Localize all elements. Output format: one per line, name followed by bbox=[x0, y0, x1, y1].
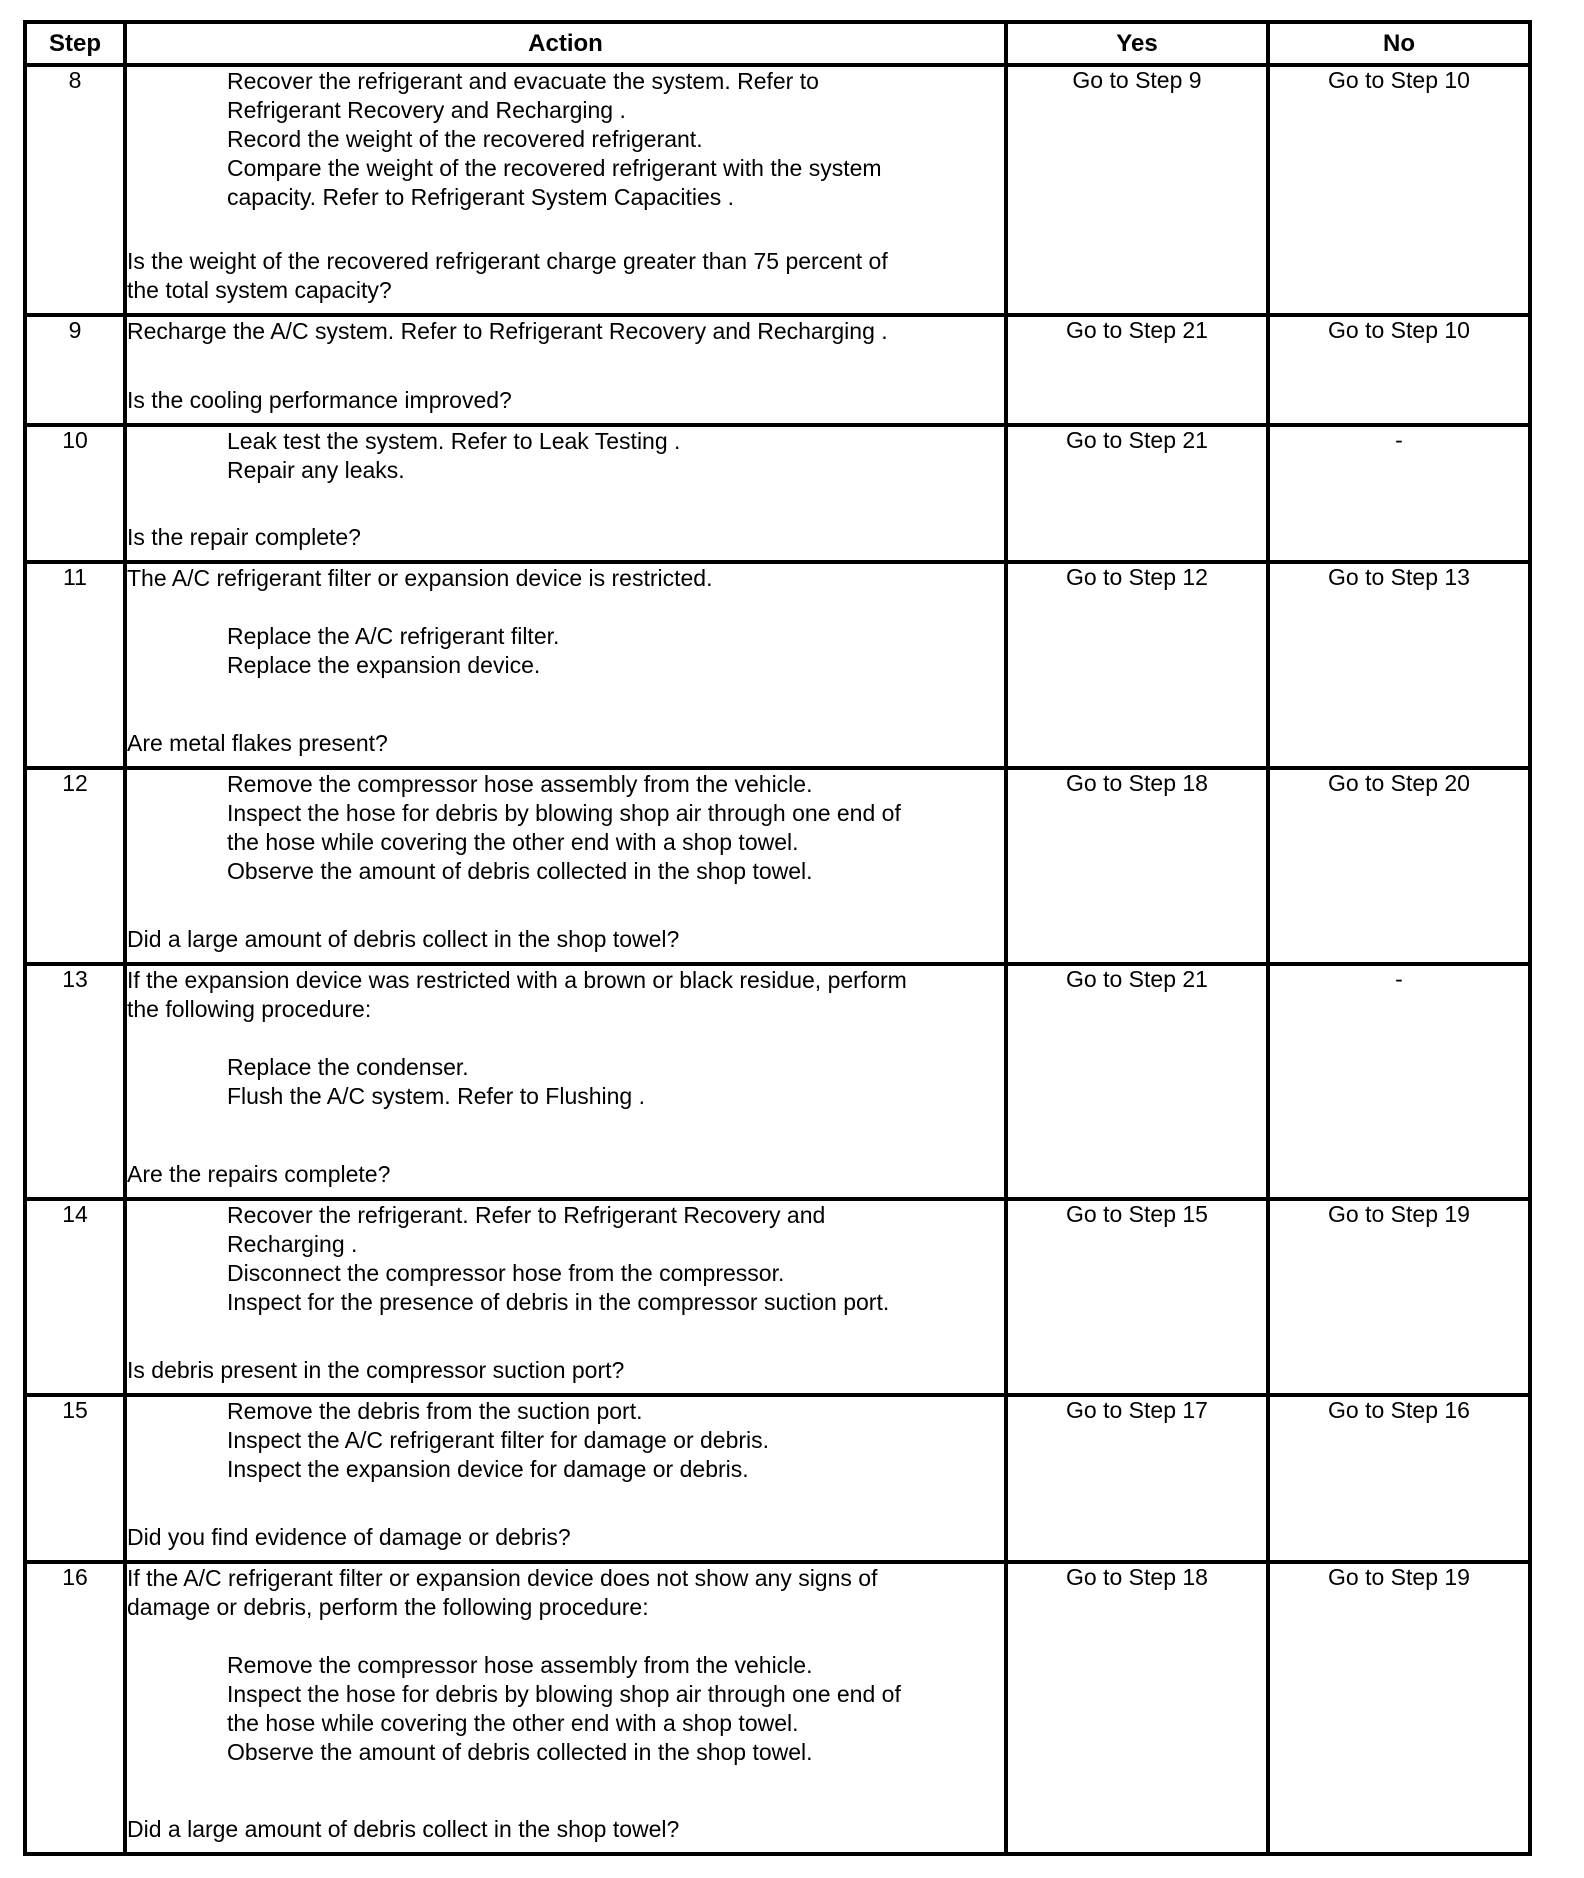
procedure-step: Recharging . bbox=[227, 1231, 358, 1257]
no-result: - bbox=[1268, 425, 1530, 562]
intro-text: If the A/C refrigerant filter or expansion device does not show any signs of bbox=[127, 1565, 878, 1591]
question bbox=[127, 1815, 1004, 1844]
action-instructions bbox=[127, 770, 1004, 886]
question-text: Are metal flakes present? bbox=[127, 730, 388, 756]
yes-result: Go to Step 9 bbox=[1006, 65, 1268, 315]
procedure-step: Inspect the expansion device for damage or debris. bbox=[227, 1456, 749, 1482]
procedure-step: Inspect the hose for debris by blowing shop air through one end of bbox=[227, 1681, 901, 1707]
action-instructions bbox=[127, 1564, 1004, 1767]
no-result: Go to Step 20 bbox=[1268, 768, 1530, 964]
intro-text: Recharge the A/C system. Refer to Refrigerant Recovery and Recharging . bbox=[127, 318, 888, 344]
action-cell bbox=[125, 315, 1006, 425]
action-cell bbox=[125, 1199, 1006, 1395]
yes-result: Go to Step 21 bbox=[1006, 315, 1268, 425]
table-row bbox=[25, 1395, 1530, 1562]
procedure-step: Inspect for the presence of debris in the compressor suction port. bbox=[227, 1289, 890, 1315]
table-row bbox=[25, 768, 1530, 964]
question-text: Is the weight of the recovered refrigerant charge greater than 75 percent of bbox=[127, 248, 888, 274]
action-instructions bbox=[127, 67, 1004, 212]
intro-text: If the expansion device was restricted with a brown or black residue, perform bbox=[127, 967, 907, 993]
question-text: Did a large amount of debris collect in the shop towel? bbox=[127, 926, 680, 952]
question-text: Is the repair complete? bbox=[127, 524, 361, 550]
no-result: Go to Step 10 bbox=[1268, 65, 1530, 315]
step-number: 12 bbox=[25, 768, 125, 964]
table-row bbox=[25, 964, 1530, 1199]
step-number: 15 bbox=[25, 1395, 125, 1562]
procedure-step: Disconnect the compressor hose from the compressor. bbox=[227, 1260, 785, 1286]
step-number: 10 bbox=[25, 425, 125, 562]
no-result: Go to Step 19 bbox=[1268, 1562, 1530, 1854]
question bbox=[127, 1160, 1004, 1189]
step-number: 11 bbox=[25, 562, 125, 768]
procedure-step: Remove the compressor hose assembly from the vehicle. bbox=[227, 771, 813, 797]
step-number: 8 bbox=[25, 65, 125, 315]
header-yes: Yes bbox=[1006, 22, 1268, 65]
question bbox=[127, 386, 1004, 415]
intro-text: The A/C refrigerant filter or expansion device is restricted. bbox=[127, 565, 713, 591]
action-cell bbox=[125, 562, 1006, 768]
no-result: Go to Step 10 bbox=[1268, 315, 1530, 425]
procedure-step: the hose while covering the other end with a shop towel. bbox=[227, 1710, 799, 1736]
yes-result: Go to Step 21 bbox=[1006, 425, 1268, 562]
action-instructions bbox=[127, 966, 1004, 1111]
procedure-step: Recover the refrigerant and evacuate the system. Refer to bbox=[227, 68, 819, 94]
procedure-step: Record the weight of the recovered refrigerant. bbox=[227, 126, 703, 152]
procedure-step: Remove the debris from the suction port. bbox=[227, 1398, 643, 1424]
question bbox=[127, 523, 1004, 552]
question bbox=[127, 925, 1004, 954]
question-text: Did you find evidence of damage or debris? bbox=[127, 1524, 571, 1550]
question-text: Did a large amount of debris collect in the shop towel? bbox=[127, 1816, 680, 1842]
procedure-step: Repair any leaks. bbox=[227, 457, 405, 483]
question-text: the total system capacity? bbox=[127, 277, 392, 303]
diagnostic-table bbox=[23, 20, 1532, 1856]
procedure-step: Inspect the hose for debris by blowing shop air through one end of bbox=[227, 800, 901, 826]
action-cell bbox=[125, 1395, 1006, 1562]
no-result: Go to Step 19 bbox=[1268, 1199, 1530, 1395]
action-instructions bbox=[127, 317, 1004, 346]
question-text: Are the repairs complete? bbox=[127, 1161, 391, 1187]
yes-result: Go to Step 18 bbox=[1006, 768, 1268, 964]
action-cell bbox=[125, 1562, 1006, 1854]
table-row bbox=[25, 1562, 1530, 1854]
procedure-step: Replace the A/C refrigerant filter. bbox=[227, 623, 560, 649]
procedure-step: Flush the A/C system. Refer to Flushing . bbox=[227, 1083, 645, 1109]
action-instructions bbox=[127, 1397, 1004, 1484]
step-number: 13 bbox=[25, 964, 125, 1199]
question bbox=[127, 1356, 1004, 1385]
procedure-step: Observe the amount of debris collected in the shop towel. bbox=[227, 858, 813, 884]
procedure-step: Leak test the system. Refer to Leak Testing . bbox=[227, 428, 681, 454]
action-cell bbox=[125, 65, 1006, 315]
table-row bbox=[25, 1199, 1530, 1395]
procedure-step: Inspect the A/C refrigerant filter for damage or debris. bbox=[227, 1427, 770, 1453]
header-row bbox=[25, 22, 1530, 65]
step-number: 14 bbox=[25, 1199, 125, 1395]
question-text: Is the cooling performance improved? bbox=[127, 387, 512, 413]
table-row bbox=[25, 65, 1530, 315]
action-cell bbox=[125, 425, 1006, 562]
step-number: 9 bbox=[25, 315, 125, 425]
no-result: Go to Step 13 bbox=[1268, 562, 1530, 768]
intro-text: damage or debris, perform the following procedure: bbox=[127, 1594, 649, 1620]
step-number: 16 bbox=[25, 1562, 125, 1854]
table-row bbox=[25, 562, 1530, 768]
procedure-step: capacity. Refer to Refrigerant System Capacities . bbox=[227, 184, 735, 210]
action-instructions bbox=[127, 427, 1004, 485]
header-no: No bbox=[1268, 22, 1530, 65]
table-row bbox=[25, 425, 1530, 562]
question bbox=[127, 1523, 1004, 1552]
action-instructions bbox=[127, 1201, 1004, 1317]
procedure-step: Replace the expansion device. bbox=[227, 652, 541, 678]
action-cell bbox=[125, 964, 1006, 1199]
procedure-step: Refrigerant Recovery and Recharging . bbox=[227, 97, 626, 123]
question bbox=[127, 729, 1004, 758]
procedure-step: Replace the condenser. bbox=[227, 1054, 469, 1080]
procedure-step: Recover the refrigerant. Refer to Refrigerant Recovery and bbox=[227, 1202, 826, 1228]
yes-result: Go to Step 18 bbox=[1006, 1562, 1268, 1854]
procedure-step: Remove the compressor hose assembly from the vehicle. bbox=[227, 1652, 813, 1678]
procedure-step: Observe the amount of debris collected in the shop towel. bbox=[227, 1739, 813, 1765]
action-cell bbox=[125, 768, 1006, 964]
header-action: Action bbox=[125, 22, 1006, 65]
yes-result: Go to Step 21 bbox=[1006, 964, 1268, 1199]
header-step: Step bbox=[25, 22, 125, 65]
yes-result: Go to Step 15 bbox=[1006, 1199, 1268, 1395]
question bbox=[127, 247, 1004, 305]
procedure-step: Compare the weight of the recovered refrigerant with the system bbox=[227, 155, 882, 181]
intro-text: the following procedure: bbox=[127, 996, 372, 1022]
no-result: - bbox=[1268, 964, 1530, 1199]
question-text: Is debris present in the compressor suction port? bbox=[127, 1357, 625, 1383]
table-row bbox=[25, 315, 1530, 425]
yes-result: Go to Step 12 bbox=[1006, 562, 1268, 768]
no-result: Go to Step 16 bbox=[1268, 1395, 1530, 1562]
yes-result: Go to Step 17 bbox=[1006, 1395, 1268, 1562]
procedure-step: the hose while covering the other end with a shop towel. bbox=[227, 829, 799, 855]
action-instructions bbox=[127, 564, 1004, 680]
